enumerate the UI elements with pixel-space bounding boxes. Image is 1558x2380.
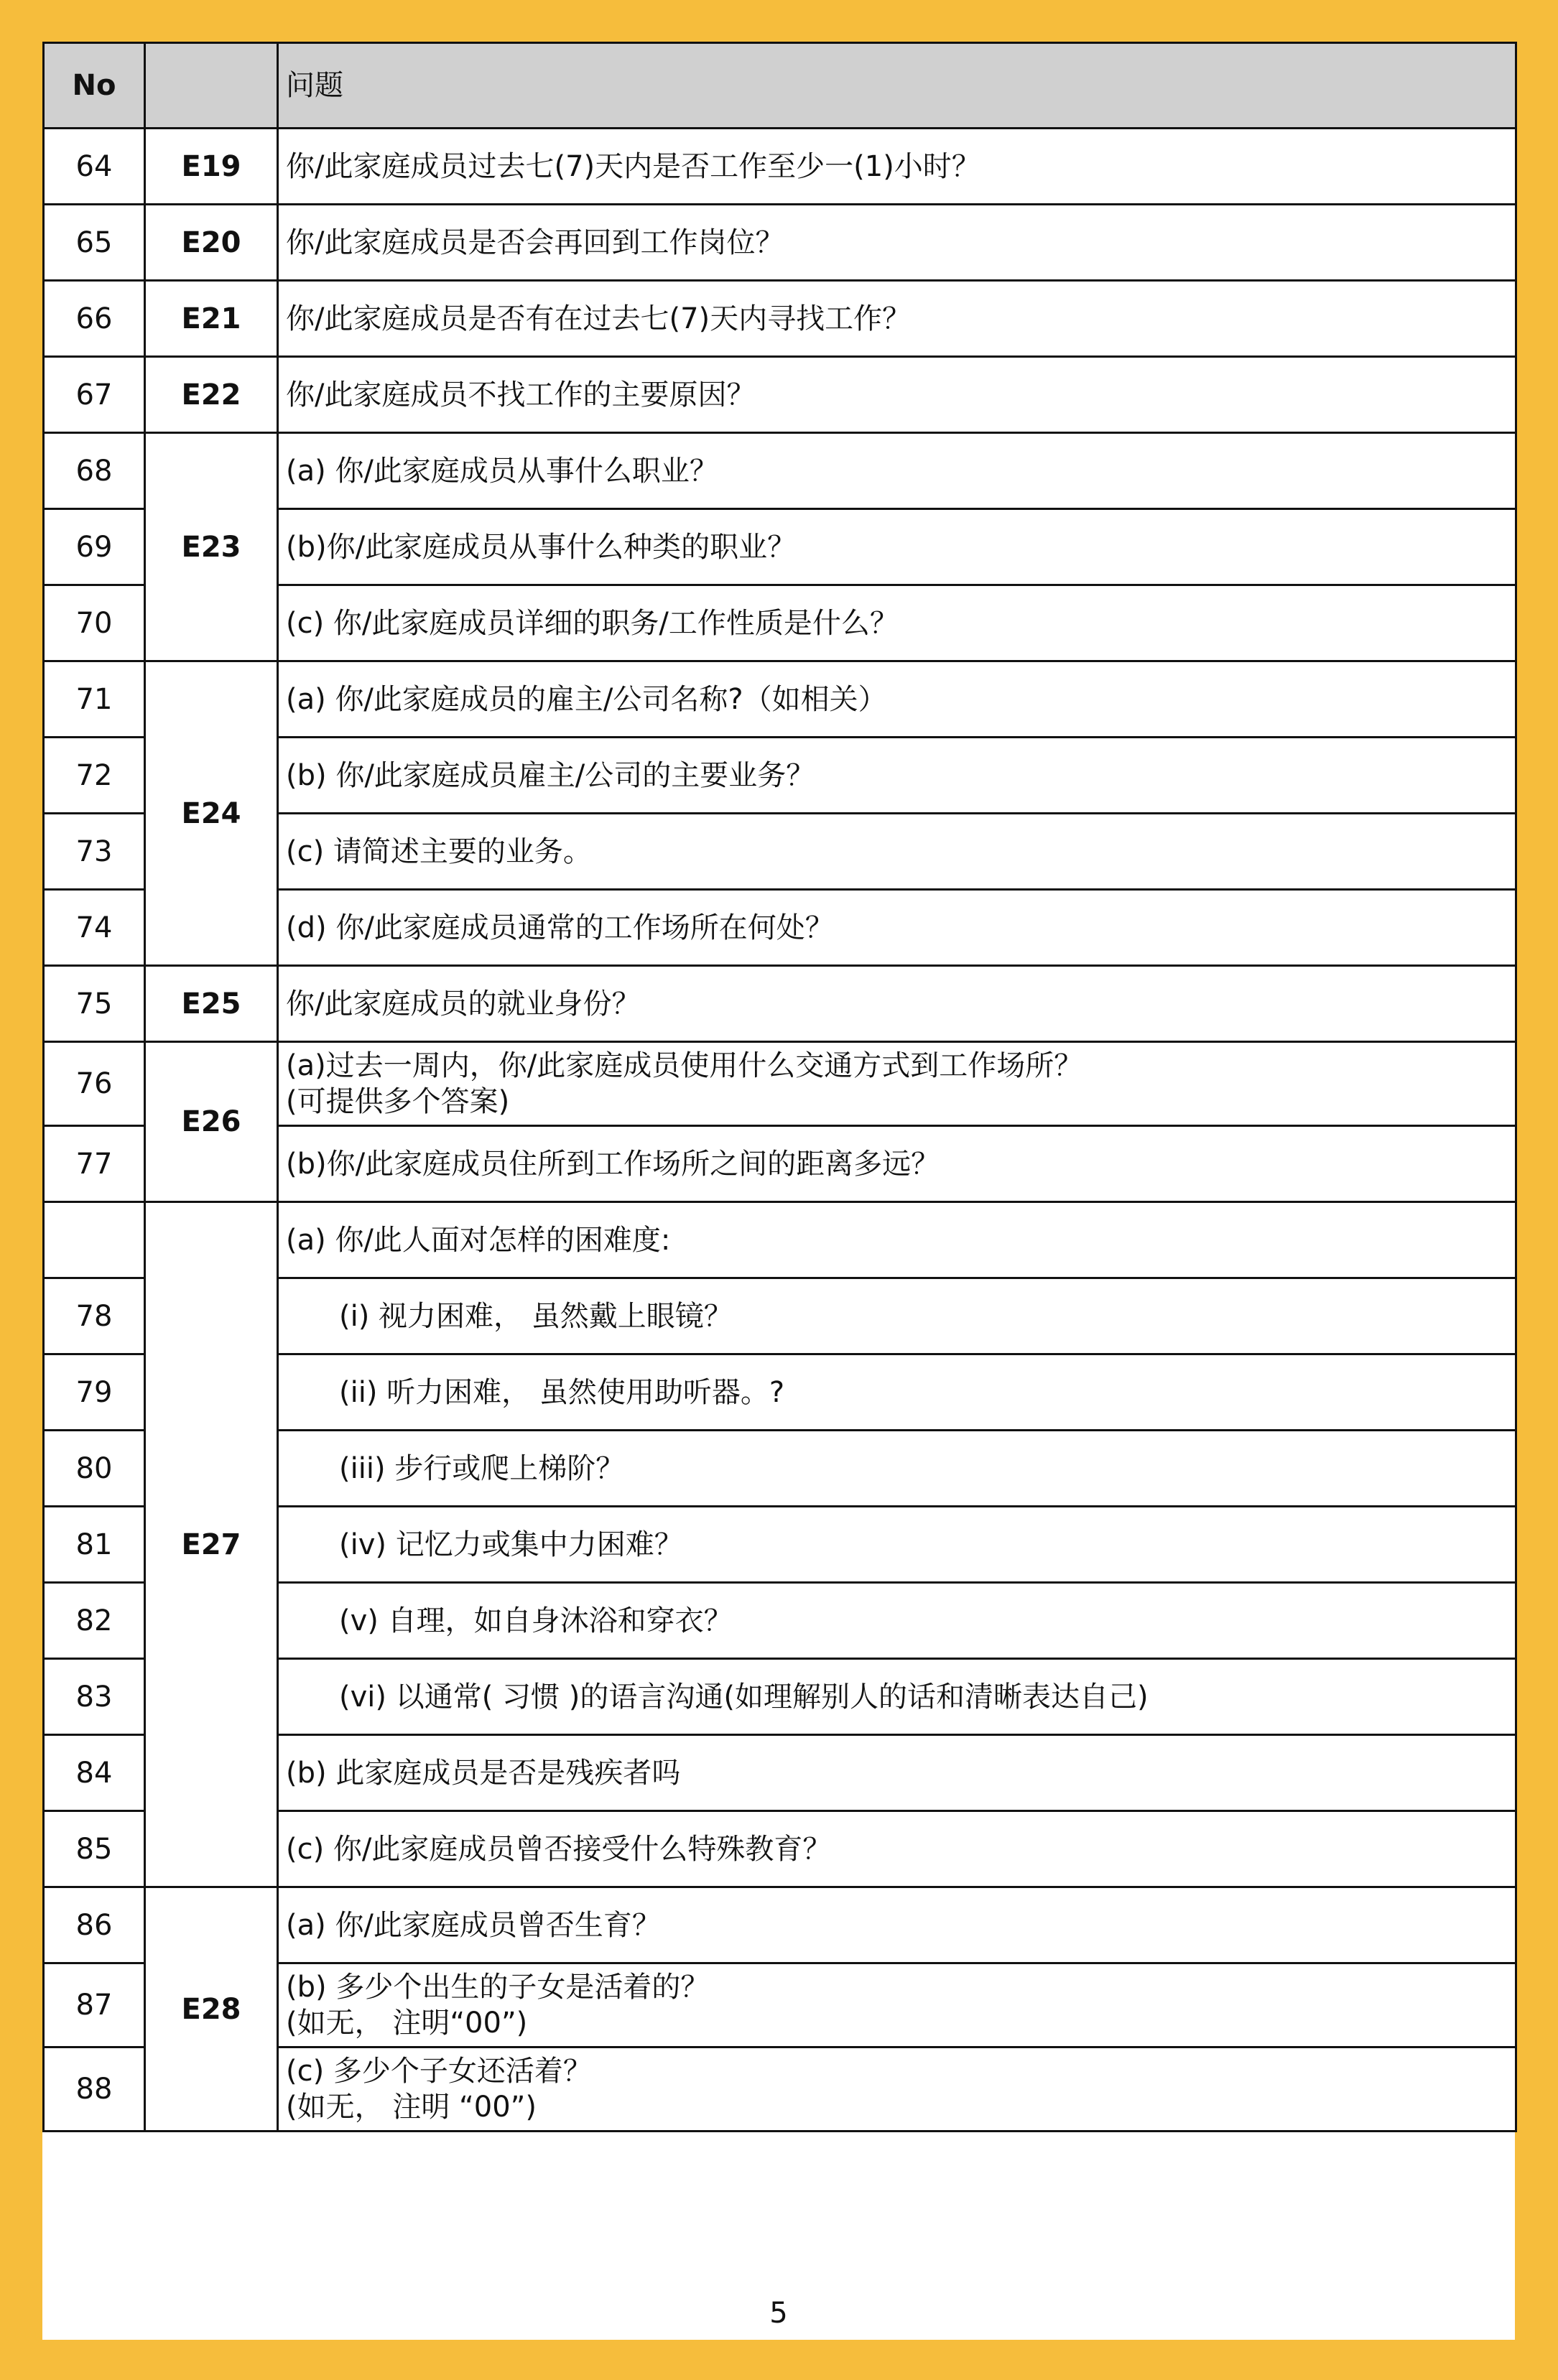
header-no: No <box>44 43 145 129</box>
question-text-line: (a)过去一周内，你/此家庭成员使用什么交通方式到工作场所？ <box>286 1049 1083 1082</box>
question-text <box>278 1963 1516 2047</box>
table-row <box>44 281 1516 357</box>
row-number: 72 <box>44 738 145 814</box>
question-code: E26 <box>145 1042 278 1202</box>
table-row <box>44 966 1516 1042</box>
question-note: (如无， 注明“00”) <box>286 2007 528 2040</box>
row-number: 84 <box>44 1735 145 1811</box>
page-number: 5 <box>769 2297 788 2330</box>
row-number: 68 <box>44 433 145 509</box>
question-text: 你/此家庭成员是否会再回到工作岗位？ <box>278 205 1516 281</box>
row-number: 66 <box>44 281 145 357</box>
row-number <box>44 1202 145 1278</box>
question-code: E24 <box>145 661 278 966</box>
row-number: 81 <box>44 1507 145 1583</box>
question-text: (b)你/此家庭成员住所到工作场所之间的距离多远？ <box>278 1126 1516 1202</box>
table-row <box>44 357 1516 433</box>
question-text: 你/此家庭成员是否有在过去七(7)天内寻找工作？ <box>278 281 1516 357</box>
table-header-row <box>44 43 1516 129</box>
row-number: 70 <box>44 585 145 661</box>
row-number: 67 <box>44 357 145 433</box>
table-row <box>44 129 1516 205</box>
question-code: E23 <box>145 433 278 661</box>
question-text: 你/此家庭成员不找工作的主要原因？ <box>278 357 1516 433</box>
row-number: 86 <box>44 1887 145 1963</box>
row-number: 87 <box>44 1963 145 2047</box>
row-number: 73 <box>44 814 145 890</box>
row-number: 82 <box>44 1583 145 1659</box>
row-number: 78 <box>44 1278 145 1354</box>
row-number: 77 <box>44 1126 145 1202</box>
row-number: 74 <box>44 890 145 966</box>
question-text: (i) 视力困难， 虽然戴上眼镜？ <box>278 1278 1516 1354</box>
table-row <box>44 1887 1516 1963</box>
question-note: (如无， 注明 “00”) <box>286 2091 537 2124</box>
question-text: (a) 你/此人面对怎样的困难度: <box>278 1202 1516 1278</box>
row-number: 79 <box>44 1354 145 1431</box>
document-page <box>42 42 1515 2340</box>
question-code: E20 <box>145 205 278 281</box>
question-text: (b) 此家庭成员是否是残疾者吗 <box>278 1735 1516 1811</box>
question-code: E27 <box>145 1202 278 1887</box>
row-number: 71 <box>44 661 145 738</box>
row-number: 83 <box>44 1659 145 1735</box>
question-code: E21 <box>145 281 278 357</box>
question-text: (b)你/此家庭成员从事什么种类的职业？ <box>278 509 1516 585</box>
question-code: E22 <box>145 357 278 433</box>
table-row <box>44 1042 1516 1126</box>
question-text: (vi) 以通常( 习惯 )的语言沟通(如理解别人的话和清晰表达自己) <box>278 1659 1516 1735</box>
question-text-line: (c) 多少个子女还活着？ <box>286 2055 592 2088</box>
table-row <box>44 1202 1516 1278</box>
question-text: (b) 你/此家庭成员雇主/公司的主要业务？ <box>278 738 1516 814</box>
question-text: (c) 请简述主要的业务。 <box>278 814 1516 890</box>
question-text: 你/此家庭成员的就业身份？ <box>278 966 1516 1042</box>
question-text <box>278 1042 1516 1126</box>
row-number: 80 <box>44 1431 145 1507</box>
table-row <box>44 661 1516 738</box>
row-number: 76 <box>44 1042 145 1126</box>
table-row <box>44 433 1516 509</box>
questionnaire-table <box>42 42 1517 2132</box>
table-row <box>44 205 1516 281</box>
row-number: 75 <box>44 966 145 1042</box>
row-number: 88 <box>44 2047 145 2132</box>
question-text-line: (b) 多少个出生的子女是活着的？ <box>286 1971 710 2004</box>
question-text: (a) 你/此家庭成员曾否生育？ <box>278 1887 1516 1963</box>
question-text: (c) 你/此家庭成员曾否接受什么特殊教育？ <box>278 1811 1516 1887</box>
question-note: (可提供多个答案) <box>286 1085 510 1118</box>
question-text: (v) 自理，如自身沐浴和穿衣？ <box>278 1583 1516 1659</box>
question-code: E28 <box>145 1887 278 2132</box>
row-number: 85 <box>44 1811 145 1887</box>
question-code: E25 <box>145 966 278 1042</box>
question-text <box>278 2047 1516 2132</box>
row-number: 64 <box>44 129 145 205</box>
header-question: 问题 <box>278 43 1516 129</box>
question-text: (iv) 记忆力或集中力困难？ <box>278 1507 1516 1583</box>
question-text: (a) 你/此家庭成员的雇主/公司名称?（如相关） <box>278 661 1516 738</box>
question-text: (c) 你/此家庭成员详细的职务/工作性质是什么？ <box>278 585 1516 661</box>
header-code <box>145 43 278 129</box>
question-text: (iii) 步行或爬上梯阶？ <box>278 1431 1516 1507</box>
question-text: (a) 你/此家庭成员从事什么职业？ <box>278 433 1516 509</box>
row-number: 65 <box>44 205 145 281</box>
row-number: 69 <box>44 509 145 585</box>
question-text: (d) 你/此家庭成员通常的工作场所在何处？ <box>278 890 1516 966</box>
question-text: 你/此家庭成员过去七(7)天内是否工作至少一(1)小时？ <box>278 129 1516 205</box>
question-code: E19 <box>145 129 278 205</box>
question-text: (ii) 听力困难， 虽然使用助听器。? <box>278 1354 1516 1431</box>
